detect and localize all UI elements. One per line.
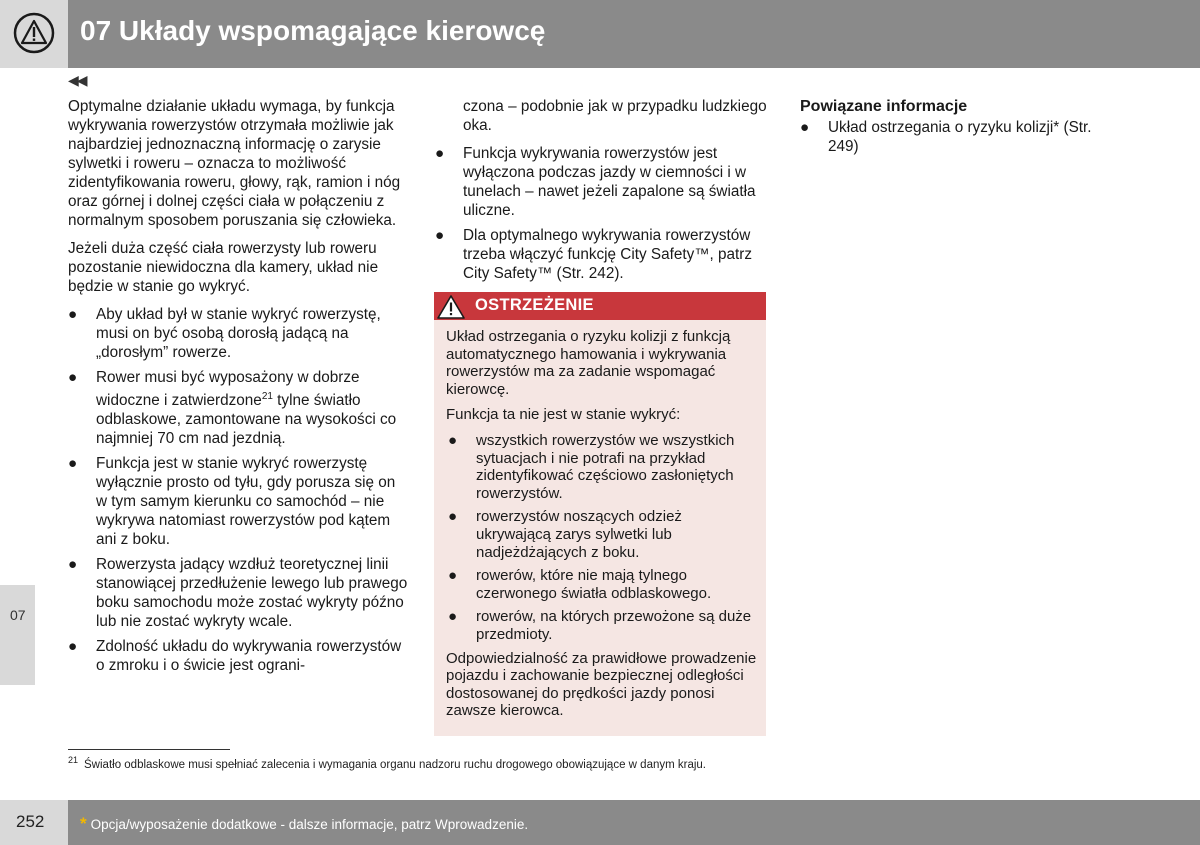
footnote-text: Światło odblaskowe musi spełniać zalecenia i wymagania organu nadzoru ruchu drogowego obowiązujące w danym kraju. [84,758,707,771]
bullet-list [435,144,770,283]
bullet-icon: ● [68,369,78,386]
list-item-text: Zdolność układu do wykrywania rowerzystów o zmroku i o świcie jest ograni- [96,638,402,675]
list-item [68,305,408,362]
bullet-list [68,305,408,675]
list-item [435,144,770,220]
related-title: Powiązane informacje [800,98,968,115]
list-item-text: rowerów, na których przewożone są duże przedmioty. [476,608,752,643]
list-item [446,508,758,561]
footer-note-text: Opcja/wyposażenie dodatkowe - dalsze informacje, patrz Wprowadzenie. [90,817,529,832]
warning-triangle-icon [13,12,55,54]
warning-body [446,328,758,728]
related-link-text[interactable]: Układ ostrzegania o ryzyku kolizji* (Str. 249) [828,119,1092,155]
bullet-list [446,432,758,644]
column-1 [68,97,408,681]
paragraph: Optymalne działanie układu wymaga, by funkcja wykrywania rowerzystów otrzymała możliwie jak najbardziej jednoznaczną informację o zarysie sylwetki i roweru – oznacza to możliwość zidentyfikowania roweru, głowy, rąk, ramion i nóg oraz górnej i dolnej części ciała w połączeniu z normalnym sposobem poruszania się człowieka. [68,98,401,229]
warning-title: OSTRZEŻENIE [475,296,594,314]
related-list [800,118,1100,156]
footnote-divider [68,749,230,750]
bullet-icon: ● [68,455,78,473]
header-icon-box [0,0,68,68]
list-item [446,432,758,502]
chapter-title: 07 Układy wspomagające kierowcę [80,15,546,46]
related-info [800,97,1100,162]
chapter-tab-label: 07 [10,607,26,623]
bullet-icon: ● [68,306,78,323]
page-header [0,0,1200,68]
related-link[interactable] [800,118,1100,156]
list-item [68,637,408,675]
list-item-text: rowerzystów noszących odzież ukrywającą zarys sylwetki lub nadjeżdżających z boku. [476,508,682,561]
warning-triangle-icon [436,294,466,320]
bullet-icon: ● [435,227,445,244]
list-item [68,555,408,631]
bullet-icon: ● [448,431,458,449]
page-number: 252 [16,812,45,831]
paragraph: Układ ostrzegania o ryzyku kolizji z funkcją automatycznego hamowania i wykrywania rowerzystów ma za zadanie wspomagać kierowcę. [446,328,731,398]
back-arrows-icon[interactable]: ◀◀ [68,72,86,88]
list-item-text: Aby układ był w stanie wykryć rowerzystę, musi on być osobą dorosłą jadącą na „dorosłym” rowerze. [96,306,381,361]
warning-header [434,292,766,320]
chapter-side-tab [0,585,35,685]
warning-box [434,292,766,736]
bullet-icon: ● [800,119,810,136]
paragraph: Jeżeli duża część ciała rowerzysty lub roweru pozostanie niewidoczna dla kamery, układ nie będzie w stanie go wykryć. [68,240,379,295]
bullet-icon: ● [448,508,458,526]
list-item-text: Rowerzysta jadący wzdłuż teoretycznej linii stanowiącej przedłużenie lewego lub prawego boku samochodu może zostać wykryty późno lub nie zostać wykryty wcale. [96,556,408,631]
footnote [68,755,706,771]
footnote-number: 21 [68,755,79,765]
paragraph: Funkcja ta nie jest w stanie wykryć: [446,406,681,424]
bullet-icon: ● [448,608,458,626]
list-item-text: Dla optymalnego wykrywania rowerzystów trzeba włączyć funkcję City Safety™, patrz City Safety™ (Str. 242). [463,227,753,282]
bullet-icon: ● [68,556,78,574]
option-star-icon: * [80,814,87,833]
list-item-text: Funkcja wykrywania rowerzystów jest wyłączona podczas jazdy w ciemności i w tunelach – nawet jeżeli zapalone są światła uliczne. [463,145,756,219]
footnote-ref[interactable]: 21 [261,391,273,402]
bullet-icon: ● [68,638,78,656]
list-item [435,226,770,283]
column-2 [435,97,770,289]
list-item-text: wszystkich rowerzystów we wszystkich sytuacjach i nie potrafi na przykład zidentyfikować częściowo zasłoniętych rowerzystów. [476,431,735,502]
bullet-icon: ● [435,145,445,162]
list-item-text: Rower musi być wyposażony w dobrze widoczne i zatwierdzone [96,369,360,410]
list-item-text: tylne światło odblaskowe, zamontowane na wysokości co najmniej 70 cm nad jezdnią. [96,392,397,448]
list-item [446,567,758,602]
paragraph: Odpowiedzialność za prawidłowe prowadzenie pojazdu i zachowanie bezpiecznej odległości dostosowanej do prędkości jazdy ponosi zawsze kierowca. [446,649,757,720]
list-item-text: Funkcja jest w stanie wykryć rowerzystę wyłącznie prosto od tyłu, gdy porusza się on w tym samym kierunku co samochód – nie wykrywa natomiast rowerzystów pod kątem ani z boku. [96,455,396,549]
footer-note [80,814,528,834]
list-item [68,368,408,448]
list-item [68,454,408,549]
continuation-text: czona – podobnie jak w przypadku ludzkiego oka. [463,98,767,134]
bullet-icon: ● [448,567,458,585]
list-item [446,608,758,643]
list-item-text: rowerów, które nie mają tylnego czerwonego światła odblaskowego. [476,567,712,602]
